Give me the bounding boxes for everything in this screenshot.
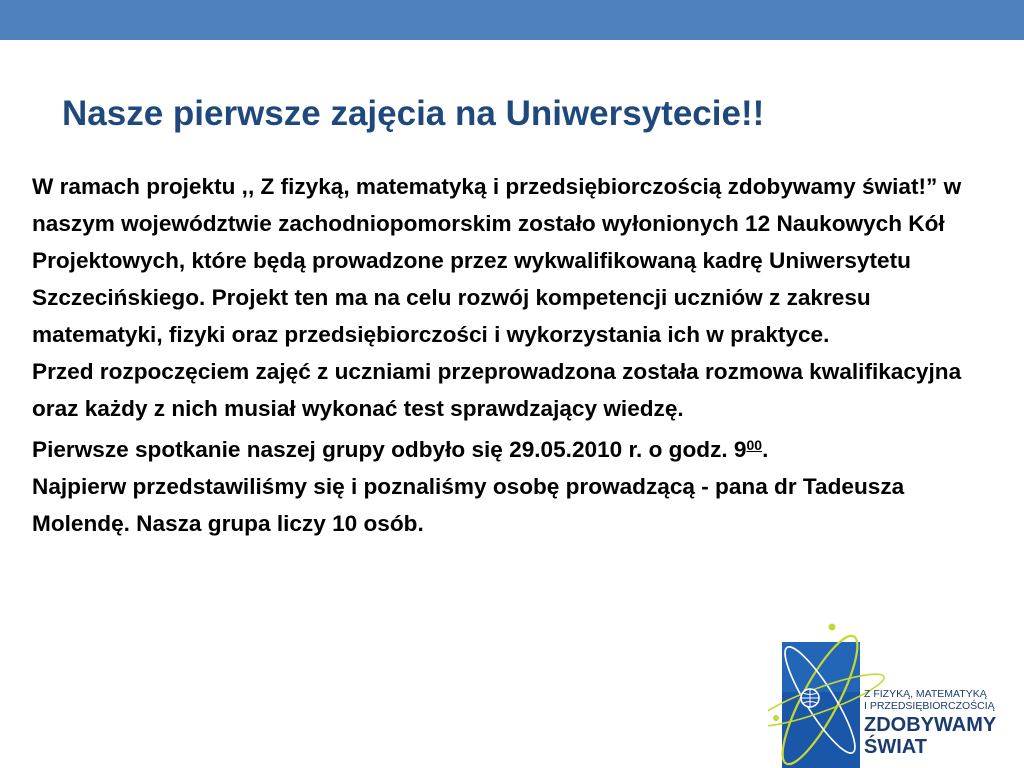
paragraph-first-meeting xyxy=(32,427,977,468)
logo-line-1: Z FIZYKĄ, MATEMATYKĄ xyxy=(864,688,987,700)
logo-line-2: I PRZEDSIĘBIORCZOŚCIĄ xyxy=(864,700,995,712)
project-logo xyxy=(768,622,1024,768)
first-meeting-text: Pierwsze spotkanie naszej grupy odbyło się 29.05.2010 r. o godz. 9 xyxy=(32,437,747,462)
logo-line-4: ŚWIAT xyxy=(864,736,927,758)
top-accent-bar xyxy=(0,0,1024,40)
paragraph-introduction: Najpierw przedstawiliśmy się i poznaliśmy osobę prowadzącą - pana dr Tadeusza Molendę. Nasza grupa liczy 10 osób. xyxy=(32,474,905,536)
time-superscript: 00 xyxy=(746,437,763,453)
first-meeting-end: . xyxy=(762,437,769,462)
logo-line-3: ZDOBYWAMY xyxy=(864,714,997,736)
paragraph-interview: Przed rozpoczęciem zajęć z uczniami przeprowadzona została rozmowa kwalifikacyjna oraz każdy z nich musiał wykonać test sprawdzający wiedzę. xyxy=(32,359,962,421)
slide-title: Nasze pierwsze zajęcia na Uniwersytecie!! xyxy=(62,94,765,133)
paragraph-project: W ramach projektu ,, Z fizyką, matematyką i przedsiębiorczością zdobywamy świat!” w naszym województwie zachodniopomorskim zostało wyłonionych 12 Naukowych Kół Projektowych, które będą prowadzone przez wykwalifikowaną kadrę Uniwersytetu Szczecińskiego. Projekt ten ma na celu rozwój kompetencji uczniów z zakresu matematyki, fizyki oraz przedsiębiorczości i wykorzystania ich w praktyce. xyxy=(32,174,962,347)
slide-body xyxy=(32,168,977,542)
